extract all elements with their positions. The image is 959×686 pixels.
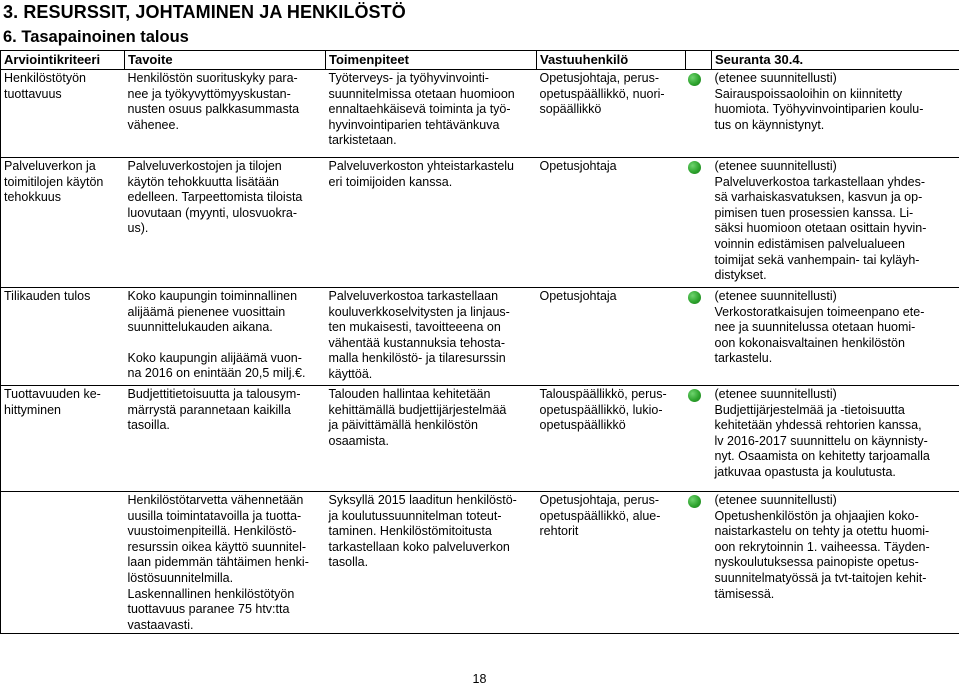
- actions-cell-line: ja päivittämällä henkilöstön: [328, 418, 478, 433]
- goal-cell-line: Koko kaupungin alijäämä vuon-: [127, 350, 302, 365]
- criterion-cell: [1, 70, 125, 158]
- criterion-cell-line: Tuottavuuden ke-: [4, 387, 101, 401]
- actions-cell: [326, 386, 537, 492]
- goal-cell-line: edelleen. Tarpeettomista tiloista: [127, 190, 303, 205]
- criterion-cell: [1, 386, 125, 492]
- goal-cell-line: Budjettitietoisuutta ja talousym-: [127, 387, 301, 401]
- goal-cell-line: Henkilöstötarvetta vähennetään: [127, 493, 304, 507]
- status-green-indicator-icon: [688, 161, 701, 174]
- goal-cell-line: vähenee.: [127, 117, 179, 132]
- criterion-cell-line: tehokkuus: [4, 190, 61, 205]
- followup-cell: [712, 288, 959, 386]
- criterion-cell-line: toimitilojen käytön: [4, 174, 104, 189]
- followup-cell-line: toimijat sekä vanhempain- tai kyläyh-: [714, 252, 920, 267]
- followup-cell-line: voinnin edistämisen palvelualueen: [714, 236, 905, 251]
- table-row: [1, 288, 959, 386]
- actions-cell-line: Palveluverkostoa tarkastellaan: [328, 289, 499, 303]
- responsible-cell-line: Opetusjohtaja, perus-: [539, 493, 660, 507]
- goal-cell-line: Laskennallinen henkilöstötyön: [127, 586, 295, 601]
- goal-cell-line: Palveluverkostojen ja tilojen: [127, 159, 282, 173]
- responsible-cell-line: opetuspäällikkö, lukio-: [539, 402, 663, 417]
- criterion-cell-line: Tilikauden tulos: [4, 289, 91, 303]
- status-green-indicator-icon: [688, 495, 701, 508]
- table-row: [1, 492, 959, 634]
- actions-cell-line: suunnitelmissa otetaan huomioon: [328, 86, 515, 101]
- followup-cell-line: distykset.: [714, 268, 767, 283]
- followup-cell-line: säksi huomioon otetaan osittain hyvin-: [714, 221, 927, 236]
- responsible-cell: [537, 288, 686, 386]
- responsible-cell-line: opetuspäällikkö, alue-: [539, 508, 661, 523]
- followup-cell-line: Palveluverkostoa tarkastellaan yhdes-: [714, 174, 926, 189]
- criterion-cell-line: tuottavuus: [4, 86, 62, 101]
- goal-cell-line: laan pidemmän tähtäimen henki-: [127, 555, 309, 570]
- goal-cell-line: Koko kaupungin toiminnallinen: [127, 289, 298, 303]
- goal-cell-line: resurssin oikea käyttö suunnitel-: [127, 539, 307, 554]
- actions-cell-line: Työterveys- ja työhyvinvointi-: [328, 71, 489, 85]
- responsible-cell-line: opetuspäällikkö, nuori-: [539, 86, 665, 101]
- followup-cell-line: pimisen tuen prosessien kanssa. Li-: [714, 205, 914, 220]
- followup-cell-line: Sairauspoissaoloihin on kiinnitetty: [714, 86, 903, 101]
- criterion-cell: [1, 158, 125, 288]
- followup-cell: [712, 492, 959, 634]
- actions-cell: [326, 492, 537, 634]
- goal-cell: [125, 288, 326, 386]
- responsible-cell-line: Talouspäällikkö, perus-: [539, 387, 667, 401]
- followup-cell: [712, 158, 959, 288]
- actions-cell-line: osaamista.: [328, 433, 389, 448]
- actions-cell-line: Syksyllä 2015 laaditun henkilöstö-: [328, 493, 517, 507]
- criterion-cell: [1, 492, 125, 634]
- responsible-cell: [537, 386, 686, 492]
- status-green-indicator-icon: [688, 73, 701, 86]
- goal-cell-line: luovutaan (myynti, ulosvuokra-: [127, 205, 298, 220]
- status-green-indicator-icon: [688, 291, 701, 304]
- actions-cell-line: ennaltaehkäisevä toiminta ja työ-: [328, 102, 511, 117]
- goal-cell-line: Henkilöstön suorituskyky para-: [127, 71, 298, 85]
- page-number: 18: [472, 672, 487, 686]
- status-cell: [686, 70, 712, 158]
- table-row: [1, 158, 959, 288]
- followup-cell-line: tus on käynnistynyt.: [714, 117, 825, 132]
- followup-cell-line: jatkuvaa opastusta ja koulutusta.: [714, 464, 896, 479]
- responsible-cell-line: Opetusjohtaja: [539, 159, 617, 173]
- status-green-indicator-icon: [688, 389, 701, 402]
- actions-cell: [326, 70, 537, 158]
- goal-cell-line: alijäämä pienenee vuosittain: [127, 304, 286, 319]
- followup-cell-line: oon kokonaisvaltainen henkilöstön: [714, 335, 905, 350]
- followup-cell-line: nyt. Osaamista on kehitetty tarjoamalla: [714, 449, 930, 464]
- actions-cell-line: ja koulutussuunnitelman toteut-: [328, 508, 502, 523]
- goal-cell-line: märrystä parannetaan kaikilla: [127, 402, 291, 417]
- followup-cell-line: nyskoulutuksessa painopiste opetus-: [714, 555, 919, 570]
- criterion-cell-line: hittyminen: [4, 402, 61, 417]
- responsible-cell-line: Opetusjohtaja: [539, 289, 617, 303]
- table-row: [1, 386, 959, 492]
- followup-cell-line: lv 2016-2017 suunnittelu on käynnisty-: [714, 433, 928, 448]
- actions-cell-line: tasolla.: [328, 555, 369, 570]
- header-responsible: Vastuuhenkilö: [537, 51, 686, 70]
- followup-cell-line: sä varhaiskasvatuksen, kasvun ja op-: [714, 190, 923, 205]
- chapter-heading: 3. RESURSSIT, JOHTAMINEN JA HENKILÖSTÖ: [3, 2, 406, 22]
- followup-cell-line: Opetushenkilöstön ja ohjaajien koko-: [714, 508, 919, 523]
- actions-cell-line: ten mukaisesti, tavoitteeena on: [328, 320, 501, 335]
- followup-cell-line: kehitetään yhdessä rehtorien kanssa,: [714, 418, 922, 433]
- status-cell: [686, 386, 712, 492]
- actions-cell-line: tarkastellaan koko palveluverkon: [328, 539, 510, 554]
- responsible-cell: [537, 70, 686, 158]
- status-cell: [686, 288, 712, 386]
- followup-cell-line: (etenee suunnitellusti): [714, 71, 837, 85]
- actions-cell-line: vähentää kustannuksia tehosta-: [328, 335, 506, 350]
- actions-cell-line: kehittämällä budjettijärjestelmää: [328, 402, 507, 417]
- actions-cell-line: eri toimijoiden kanssa.: [328, 174, 453, 189]
- followup-cell-line: tarkastelu.: [714, 351, 773, 366]
- goal-cell-line: vastaavasti.: [127, 617, 194, 632]
- goal-cell-line: tuottavuus paranee 75 htv:tta: [127, 602, 290, 617]
- header-status: [686, 51, 712, 70]
- followup-cell-line: (etenee suunnitellusti): [714, 493, 837, 507]
- actions-cell-line: taminen. Henkilöstömitoitusta: [328, 524, 492, 539]
- actions-cell-line: malla henkilöstö- ja tilaresurssin: [328, 351, 506, 366]
- responsible-cell-line: sopäällikkö: [539, 102, 602, 117]
- responsible-cell-line: Opetusjohtaja, perus-: [539, 71, 660, 85]
- goal-cell: [125, 70, 326, 158]
- header-goal: Tavoite: [125, 51, 326, 70]
- section-heading: 6. Tasapainoinen talous: [3, 28, 189, 46]
- header-followup: Seuranta 30.4.: [712, 51, 959, 70]
- followup-cell-line: tämisessä.: [714, 586, 775, 601]
- header-criterion: Arviointikriteeri: [1, 51, 125, 70]
- criterion-cell-line: Henkilöstötyön: [4, 71, 86, 85]
- status-cell: [686, 492, 712, 634]
- table-row: [1, 70, 959, 158]
- goal-cell-line: na 2016 on enintään 20,5 milj.€.: [127, 366, 306, 381]
- followup-cell-line: suunnitelmatyössä ja tvt-taitojen kehit-: [714, 570, 927, 585]
- followup-cell-line: Verkostoratkaisujen toimeenpano ete-: [714, 304, 925, 319]
- followup-cell: [712, 386, 959, 492]
- actions-cell-line: kouluverkkoselvitysten ja linjaus-: [328, 304, 510, 319]
- actions-cell-line: hyvinvointiparien tehtävänkuva: [328, 117, 500, 132]
- followup-cell-line: (etenee suunnitellusti): [714, 387, 837, 401]
- responsible-cell: [537, 492, 686, 634]
- followup-cell-line: oon rekrytoinnin 1. vaiheessa. Täyden-: [714, 539, 930, 554]
- followup-cell-line: Budjettijärjestelmää ja -tietoisuutta: [714, 402, 905, 417]
- table-header-row: [1, 51, 959, 70]
- actions-cell: [326, 158, 537, 288]
- goals-table: [0, 50, 959, 634]
- followup-cell: [712, 70, 959, 158]
- responsible-cell-line: rehtorit: [539, 524, 579, 539]
- goal-cell-line: us).: [127, 221, 149, 236]
- goal-cell-line: nee ja työkyvyttömyyskustan-: [127, 86, 291, 101]
- actions-cell-line: käyttöä.: [328, 366, 373, 381]
- actions-cell-line: tarkistetaan.: [328, 133, 397, 148]
- actions-cell-line: Palveluverkoston yhteistarkastelu: [328, 159, 515, 173]
- criterion-cell-line: Palveluverkon ja: [4, 159, 96, 173]
- responsible-cell: [537, 158, 686, 288]
- status-cell: [686, 158, 712, 288]
- followup-cell-line: naistarkastelu on tehty ja otettu huomi-: [714, 524, 930, 539]
- goal-cell-line: vuustoimenpiteillä. Henkilöstö-: [127, 524, 297, 539]
- goal-cell: [125, 158, 326, 288]
- followup-cell-line: (etenee suunnitellusti): [714, 289, 837, 303]
- responsible-cell-line: opetuspäällikkö: [539, 418, 626, 433]
- actions-cell: [326, 288, 537, 386]
- followup-cell-line: huomiota. Työhyvinvointiparien koulu-: [714, 102, 924, 117]
- goal-cell: [125, 492, 326, 634]
- goal-cell: [125, 386, 326, 492]
- goal-cell-line: tasoilla.: [127, 418, 170, 433]
- followup-cell-line: (etenee suunnitellusti): [714, 159, 837, 173]
- goal-cell-line: löstösuunnitelmilla.: [127, 570, 234, 585]
- goal-cell-line: suunnittelukauden aikana.: [127, 320, 273, 335]
- goal-cell-line: nusten osuus palkkasummasta: [127, 102, 300, 117]
- header-actions: Toimenpiteet: [326, 51, 537, 70]
- goal-cell-line: käytön tehokkuutta lisätään: [127, 174, 279, 189]
- followup-cell-line: nee ja suunnitelussa otetaan huomi-: [714, 320, 916, 335]
- goal-cell-line: uusilla toimintatavoilla ja tuotta-: [127, 508, 302, 523]
- criterion-cell: [1, 288, 125, 386]
- actions-cell-line: Talouden hallintaa kehitetään: [328, 387, 491, 401]
